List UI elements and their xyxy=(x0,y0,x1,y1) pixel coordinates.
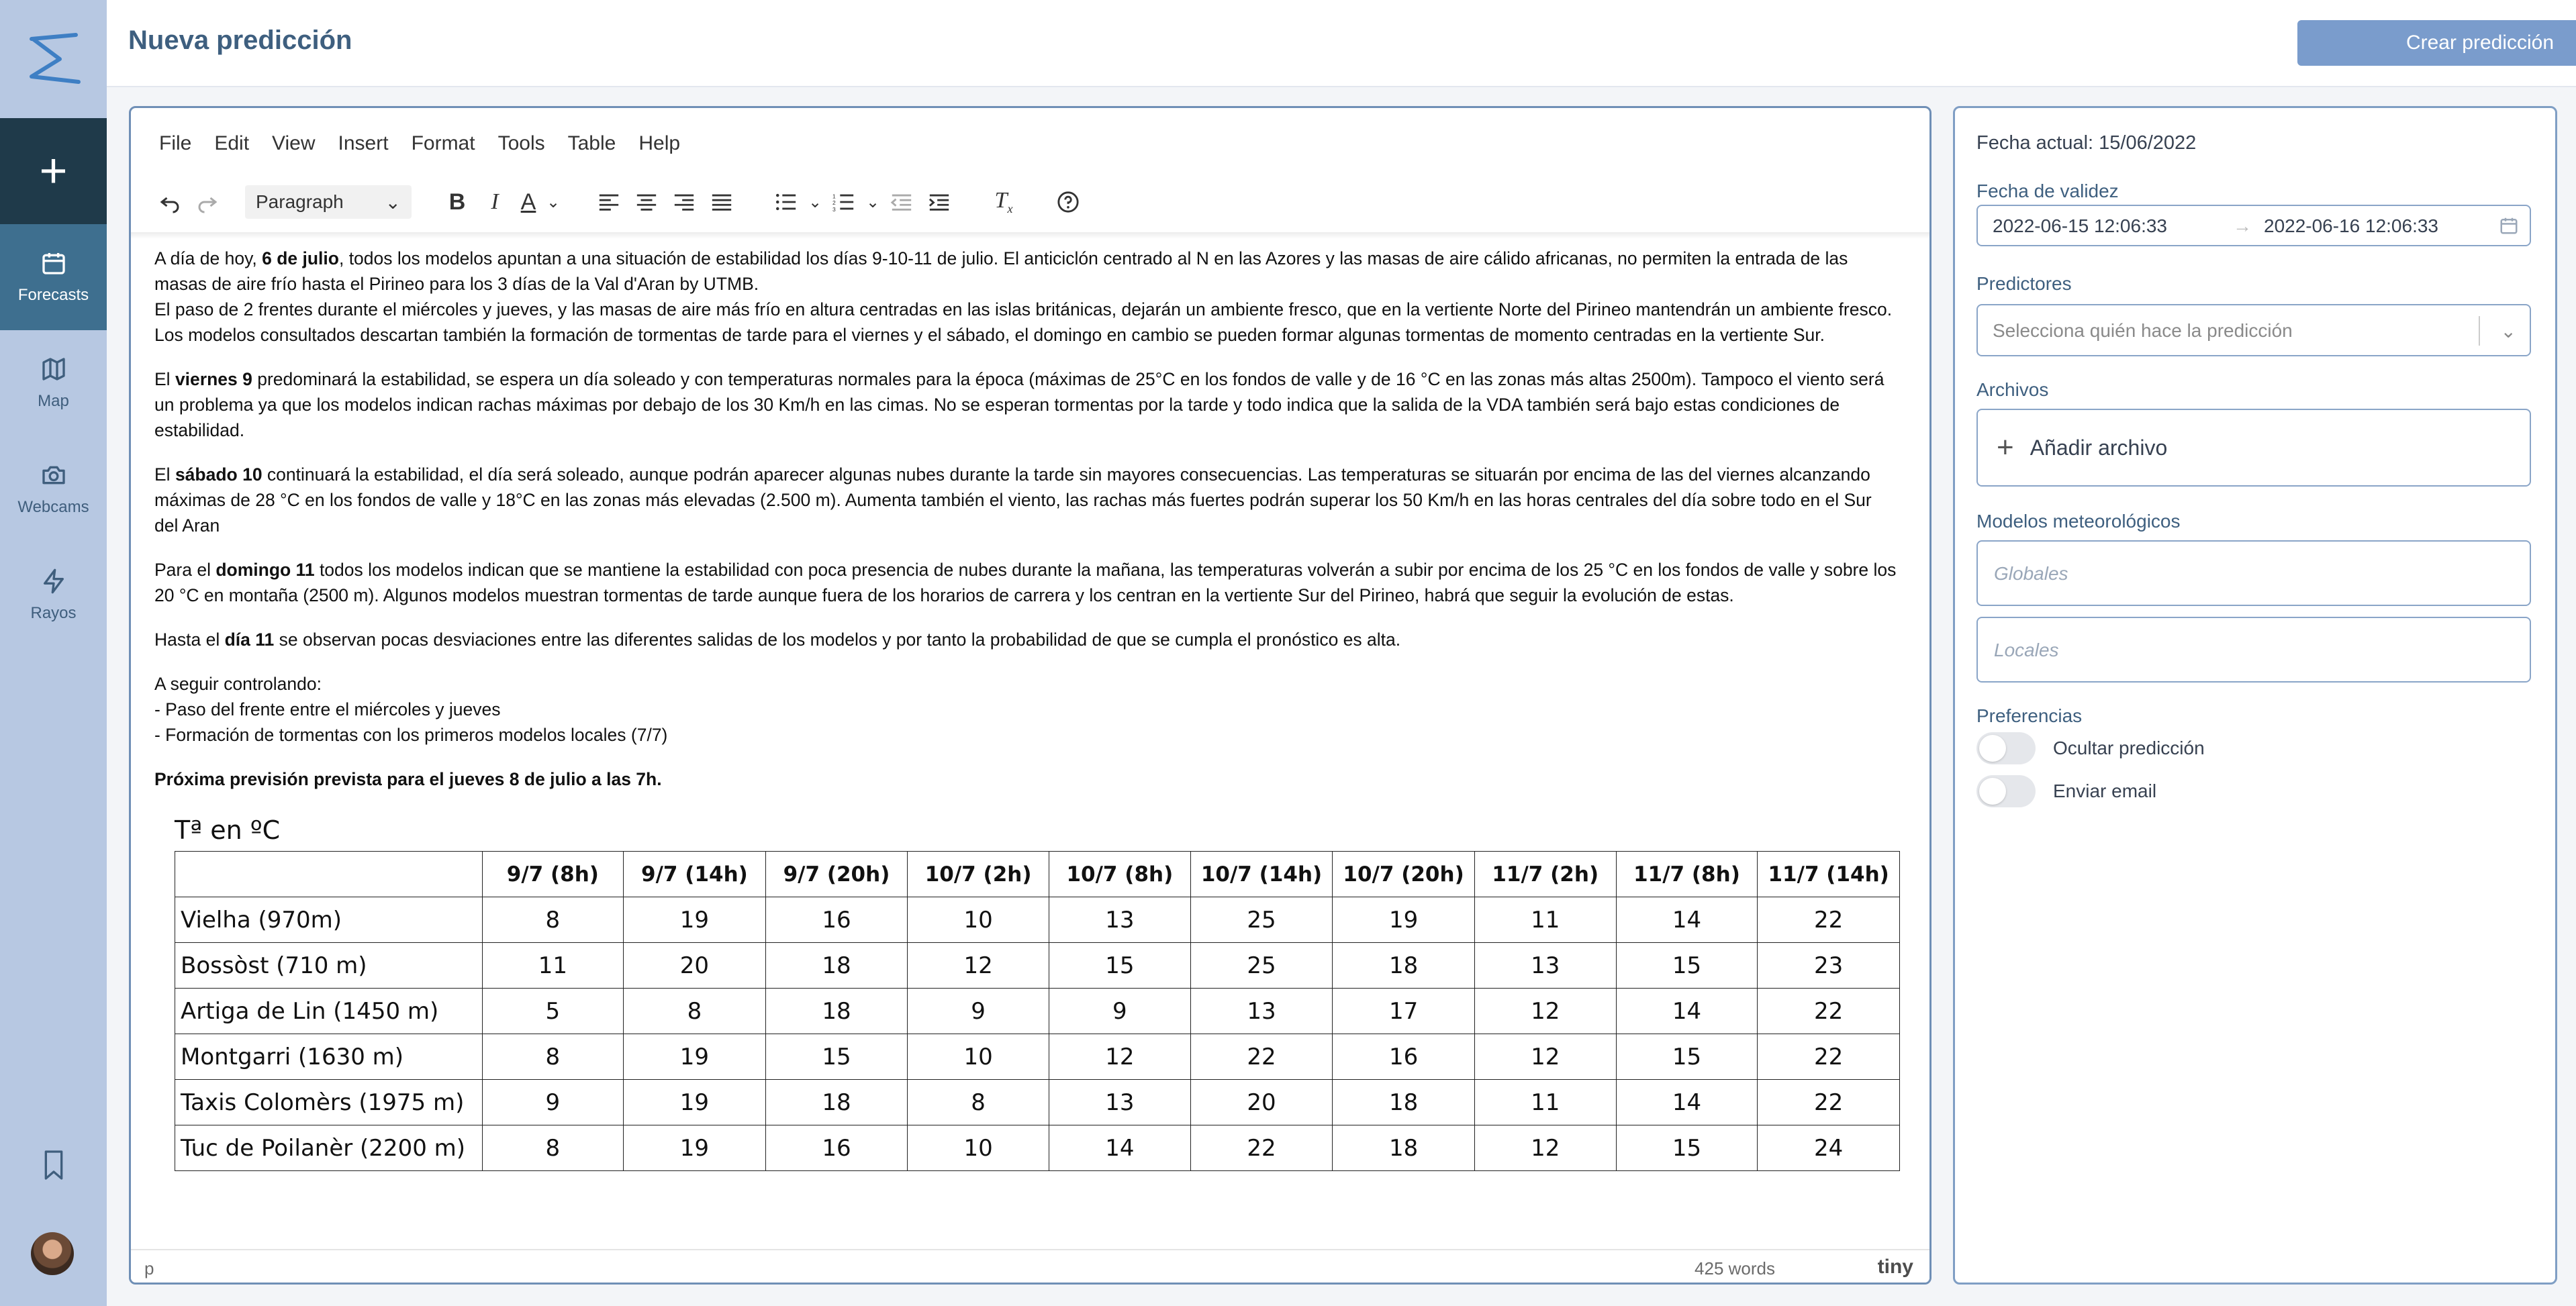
prediction-settings-panel xyxy=(1953,106,2557,1285)
outdent-button[interactable] xyxy=(883,183,920,221)
table-header: 11/7 (14h) xyxy=(1758,852,1900,897)
paragraph-line: El paso de 2 frentes durante el miércoles y jueves, y las masas de aire más frío en altura centradas en las islas británicas, dejarán un ambiente fresco, que en la vertiente Norte del Pirineo mantendrán un ambiente fresco. xyxy=(154,299,1893,319)
sidebar-item-forecasts[interactable] xyxy=(0,224,107,330)
table-cell: 8 xyxy=(482,1034,624,1080)
menu-table[interactable]: Table xyxy=(567,132,616,154)
table-cell: 8 xyxy=(908,1080,1049,1125)
table-cell: 22 xyxy=(1758,989,1900,1034)
table-header: 11/7 (2h) xyxy=(1474,852,1616,897)
global-models-input[interactable] xyxy=(1976,540,2531,606)
paragraph-day-11: Hasta el día 11 se observan pocas desviaciones entre las diferentes salidas de los modelos y por tanto la probabilidad de que se cumpla el pronóstico es alta. xyxy=(154,630,1401,650)
block-format-value: Paragraph xyxy=(256,191,344,212)
paragraph-line: A día de hoy, 6 de julio, todos los modelos apuntan a una situación de estabilidad los días 9-10-11 de julio. El anticiclón centrado al N en las Azores y las masas de aire cálido africanas, no permiten la entrada de las masas de aire frío hasta el Pirineo para los 3 días de la Val d'Aran by UTMB. xyxy=(154,248,1848,294)
table-row xyxy=(175,989,1900,1034)
table-cell: 11 xyxy=(1474,897,1616,943)
table-cell: 22 xyxy=(1758,1034,1900,1080)
table-cell: 10 xyxy=(908,897,1049,943)
menu-view[interactable]: View xyxy=(272,132,316,154)
undo-icon xyxy=(158,190,182,214)
svg-text:3: 3 xyxy=(832,206,836,212)
align-right-icon xyxy=(673,192,696,212)
calendar-icon xyxy=(40,250,67,277)
preferences-label: Preferencias xyxy=(1976,705,2083,726)
new-prediction-button[interactable]: + xyxy=(0,118,107,224)
editor-toolbar xyxy=(151,175,1897,229)
chevron-down-icon: ⌄ xyxy=(546,193,561,211)
arrow-right-icon: → xyxy=(2233,215,2252,236)
send-email-row xyxy=(1976,775,2156,807)
table-cell: 12 xyxy=(1474,989,1616,1034)
table-header: 9/7 (14h) xyxy=(624,852,766,897)
align-justify-button[interactable] xyxy=(703,183,741,221)
table-cell: 16 xyxy=(765,1125,908,1171)
table-cell: 16 xyxy=(765,897,908,943)
table-cell: 15 xyxy=(1616,943,1758,989)
files-label: Archivos xyxy=(1976,379,2049,400)
table-row xyxy=(175,897,1900,943)
rich-text-editor xyxy=(129,106,1931,1285)
menu-insert[interactable]: Insert xyxy=(338,132,389,154)
chevron-down-icon: ⌄ xyxy=(808,193,822,211)
table-body xyxy=(175,897,1900,1171)
align-center-icon xyxy=(635,192,658,212)
table-cell-location: Vielha (970m) xyxy=(175,897,483,943)
block-format-select[interactable] xyxy=(245,185,412,219)
validity-date-range-picker[interactable] xyxy=(1976,205,2531,246)
redo-icon xyxy=(195,190,220,214)
chevron-down-icon: ⌄ xyxy=(385,191,401,213)
menu-format[interactable]: Format xyxy=(411,132,475,154)
table-cell-location: Montgarri (1630 m) xyxy=(175,1034,483,1080)
bullet-list-dropdown[interactable] xyxy=(805,183,825,221)
validity-start-date[interactable]: 2022-06-15 12:06:33 xyxy=(1993,215,2167,236)
sidebar-item-webcams[interactable] xyxy=(0,436,107,542)
chevron-down-icon: ⌄ xyxy=(2500,321,2516,342)
table-cell: 25 xyxy=(1190,943,1333,989)
clear-formatting-icon: $T_x$ xyxy=(994,188,1013,215)
table-cell: 9 xyxy=(1049,989,1191,1034)
table-cell: 18 xyxy=(1333,1080,1475,1125)
predictors-label: Predictores xyxy=(1976,273,2072,294)
bold-button[interactable] xyxy=(438,183,476,221)
text-color-button[interactable] xyxy=(514,183,543,221)
validity-end-date[interactable]: 2022-06-16 12:06:33 xyxy=(2264,215,2438,236)
calendar-icon xyxy=(2499,215,2519,236)
table-cell: 22 xyxy=(1190,1125,1333,1171)
sidebar-item-label: Forecasts xyxy=(17,286,89,304)
table-cell: 11 xyxy=(1474,1080,1616,1125)
help-button[interactable] xyxy=(1049,183,1087,221)
numbered-list-dropdown[interactable] xyxy=(863,183,883,221)
hide-prediction-toggle[interactable] xyxy=(1976,732,2036,764)
table-cell: 15 xyxy=(1616,1034,1758,1080)
menu-tools[interactable]: Tools xyxy=(497,132,545,154)
models-label: Modelos meteorológicos xyxy=(1976,511,2181,532)
word-count[interactable]: 425 words xyxy=(1695,1258,1775,1278)
clear-formatting-button[interactable] xyxy=(985,183,1022,221)
table-cell: 24 xyxy=(1758,1125,1900,1171)
table-cell: 15 xyxy=(1049,943,1191,989)
paragraph-next-forecast: Próxima previsión prevista para el jueves 8 de julio a las 7h. xyxy=(154,769,662,789)
add-file-label: Añadir archivo xyxy=(2030,435,2168,460)
table-header: 10/7 (20h) xyxy=(1333,852,1475,897)
text-color-dropdown[interactable] xyxy=(543,183,563,221)
align-center-button[interactable] xyxy=(628,183,665,221)
redo-button[interactable] xyxy=(189,183,226,221)
sidebar-item-label: Webcams xyxy=(17,498,89,516)
table-cell: 15 xyxy=(1616,1125,1758,1171)
sidebar-item-label: Map xyxy=(38,392,69,410)
table-cell: 23 xyxy=(1758,943,1900,989)
avatar[interactable] xyxy=(31,1232,74,1275)
table-row xyxy=(175,1034,1900,1080)
table-cell: 22 xyxy=(1190,1034,1333,1080)
italic-icon: I xyxy=(491,189,499,214)
temperature-table xyxy=(175,851,1900,1171)
table-cell: 18 xyxy=(765,1080,908,1125)
lightning-icon xyxy=(40,568,67,595)
validity-label: Fecha de validez xyxy=(1976,181,2119,201)
table-cell: 16 xyxy=(1333,1034,1475,1080)
table-header: 10/7 (8h) xyxy=(1049,852,1191,897)
table-cell: 19 xyxy=(624,1034,766,1080)
toolbar-divider xyxy=(131,232,1929,239)
predictors-select[interactable] xyxy=(1976,304,2531,356)
table-cell: 19 xyxy=(1333,897,1475,943)
table-cell: 25 xyxy=(1190,897,1333,943)
align-left-button[interactable] xyxy=(590,183,628,221)
table-cell: 12 xyxy=(1474,1034,1616,1080)
align-left-icon xyxy=(598,192,620,212)
hide-prediction-row xyxy=(1976,732,2205,764)
local-models-placeholder: Locales xyxy=(1994,640,2059,660)
italic-button[interactable] xyxy=(476,183,514,221)
bookmark-button[interactable] xyxy=(34,1145,74,1185)
create-prediction-button[interactable]: Crear predicción xyxy=(2297,20,2576,66)
table-cell: 12 xyxy=(908,943,1049,989)
numbered-list-icon xyxy=(832,192,855,212)
undo-button[interactable] xyxy=(151,183,189,221)
table-cell: 12 xyxy=(1474,1125,1616,1171)
table-cell: 5 xyxy=(482,989,624,1034)
align-right-button[interactable] xyxy=(665,183,703,221)
table-cell: 22 xyxy=(1758,1080,1900,1125)
local-models-input[interactable] xyxy=(1976,617,2531,683)
chevron-down-icon: ⌄ xyxy=(865,193,880,211)
table-cell: 18 xyxy=(765,989,908,1034)
table-row xyxy=(175,1125,1900,1171)
plus-icon: + xyxy=(1997,431,2014,464)
sidebar-item-map[interactable] xyxy=(0,330,107,436)
send-email-label: Enviar email xyxy=(2053,781,2157,801)
add-file-button[interactable] xyxy=(1976,409,2531,487)
predictors-placeholder: Selecciona quién hace la predicción xyxy=(1993,320,2293,341)
menu-help[interactable]: Help xyxy=(638,132,681,154)
table-cell: 14 xyxy=(1616,1080,1758,1125)
app-logo[interactable] xyxy=(0,0,107,118)
element-path[interactable]: p xyxy=(144,1258,154,1278)
table-cell: 13 xyxy=(1049,1080,1191,1125)
sidebar xyxy=(0,0,107,1306)
table-header-blank xyxy=(175,852,483,897)
outdent-icon xyxy=(890,192,913,212)
align-justify-icon xyxy=(710,192,733,212)
table-cell: 14 xyxy=(1616,989,1758,1034)
table-cell: 18 xyxy=(1333,943,1475,989)
table-cell: 12 xyxy=(1049,1034,1191,1080)
editor-statusbar xyxy=(131,1249,1929,1285)
tiny-logo[interactable]: tiny xyxy=(1877,1256,1913,1278)
text-color-icon: A xyxy=(520,189,536,215)
table-cell: 19 xyxy=(624,1125,766,1171)
table-cell: 17 xyxy=(1333,989,1475,1034)
paragraph-friday: El viernes 9 predominará la estabilidad, se espera un día soleado y con temperaturas normales para la época (máximas de 25°C en los fondos de valle y de 16 °C en las zonas más altas 2500m). Tampoco el viento será un problema ya que los modelos indican rachas máximas por debajo de los 30 Km/h en las cimas. No se esperan tormentas por la tarde y todo indica que la salida de la VDA también será bajo estas condiciones de estabilidad. xyxy=(154,369,1885,440)
paragraph-intro xyxy=(154,246,1900,348)
table-cell: 22 xyxy=(1758,897,1900,943)
bold-icon: B xyxy=(448,189,466,215)
paragraph-sunday: Para el domingo 11 todos los modelos indican que se mantiene la estabilidad con poca presencia de nubes durante la mañana, las temperaturas volverán a subir por encima de los 25 °C en los fondos de valle y sobre los 20 °C en montaña (2500 m). Algunos modelos muestran tormentas de tarde aunque fuera de los horarios de carrera y los centran en la vertiente Sur del Pirineo, habrá que seguir la evolución de estas. xyxy=(154,560,1897,605)
bullet-list-button[interactable] xyxy=(767,183,805,221)
table-header-row xyxy=(175,852,1900,897)
table-cell: 8 xyxy=(624,989,766,1034)
page-title: Nueva predicción xyxy=(128,26,352,55)
camera-icon xyxy=(40,462,67,489)
table-header: 10/7 (2h) xyxy=(908,852,1049,897)
table-cell: 18 xyxy=(1333,1125,1475,1171)
table-cell: 14 xyxy=(1616,897,1758,943)
table-cell: 8 xyxy=(482,1125,624,1171)
table-header: 9/7 (20h) xyxy=(765,852,908,897)
table-cell-location: Tuc de Poilanèr (2200 m) xyxy=(175,1125,483,1171)
table-cell-location: Taxis Colomèrs (1975 m) xyxy=(175,1080,483,1125)
table-header: 11/7 (8h) xyxy=(1616,852,1758,897)
indent-icon xyxy=(928,192,951,212)
table-cell: 13 xyxy=(1190,989,1333,1034)
table-cell: 10 xyxy=(908,1034,1049,1080)
table-header: 9/7 (8h) xyxy=(482,852,624,897)
paragraph-saturday: El sábado 10 continuará la estabilidad, el día será soleado, aunque podrán aparecer algunas nubes durante la tarde sin mayores consecuencias. Las temperaturas se situarán por encima de las del viernes alcanzando máximas de 28 °C en los fondos de valle y 18°C en las zonas más elevadas (2.500 m). Aumenta también el viento, las rachas más fuertes podrán superar los 50 Km/h en las horas centrales del día sobre todo en el Sur del Aran xyxy=(154,464,1872,536)
table-cell: 20 xyxy=(624,943,766,989)
temperature-table-title: Tª en ºC xyxy=(175,815,281,845)
paragraph-line: A seguir controlando: xyxy=(154,674,322,694)
table-cell: 20 xyxy=(1190,1080,1333,1125)
map-icon xyxy=(40,356,67,383)
table-cell: 9 xyxy=(908,989,1049,1034)
paragraph-follow-up xyxy=(154,671,1900,748)
table-cell: 19 xyxy=(624,1080,766,1125)
logo-icon xyxy=(25,32,83,86)
table-cell: 8 xyxy=(482,897,624,943)
send-email-toggle[interactable] xyxy=(1976,775,2036,807)
table-cell-location: Bossòst (710 m) xyxy=(175,943,483,989)
table-cell: 14 xyxy=(1049,1125,1191,1171)
menu-file[interactable]: File xyxy=(159,132,192,154)
table-cell-location: Artiga de Lin (1450 m) xyxy=(175,989,483,1034)
table-row xyxy=(175,943,1900,989)
bullet-list-icon xyxy=(775,192,798,212)
table-cell: 13 xyxy=(1049,897,1191,943)
table-cell: 19 xyxy=(624,897,766,943)
select-divider xyxy=(2479,316,2480,346)
table-cell: 10 xyxy=(908,1125,1049,1171)
table-cell: 18 xyxy=(765,943,908,989)
table-row xyxy=(175,1080,1900,1125)
top-header xyxy=(107,0,2576,87)
paragraph-line: Los modelos consultados descartan también la formación de tormentas de tarde para el viernes y el sábado, el domingo en cambio se pueden formar algunas tormentas de momento centradas en la vertiente Sur. xyxy=(154,325,1825,345)
sidebar-item-label: Rayos xyxy=(30,604,77,622)
hide-prediction-label: Ocultar predicción xyxy=(2053,738,2205,758)
svg-text:1: 1 xyxy=(832,193,836,200)
bookmark-icon xyxy=(40,1149,67,1181)
current-date: Fecha actual: 15/06/2022 xyxy=(1976,132,2197,154)
svg-text:2: 2 xyxy=(832,199,836,207)
editor-menubar xyxy=(159,132,680,155)
indent-button[interactable] xyxy=(920,183,958,221)
numbered-list-button[interactable] xyxy=(825,183,863,221)
table-header: 10/7 (14h) xyxy=(1190,852,1333,897)
paragraph-line: - Formación de tormentas con los primeros modelos locales (7/7) xyxy=(154,725,668,745)
editor-content[interactable] xyxy=(154,246,1900,1171)
sidebar-item-rayos[interactable] xyxy=(0,542,107,648)
table-cell: 13 xyxy=(1474,943,1616,989)
global-models-placeholder: Globales xyxy=(1994,563,2068,584)
table-cell: 11 xyxy=(482,943,624,989)
paragraph-line: - Paso del frente entre el miércoles y jueves xyxy=(154,699,501,719)
table-cell: 15 xyxy=(765,1034,908,1080)
table-cell: 9 xyxy=(482,1080,624,1125)
menu-edit[interactable]: Edit xyxy=(214,132,250,154)
help-icon xyxy=(1057,191,1080,213)
